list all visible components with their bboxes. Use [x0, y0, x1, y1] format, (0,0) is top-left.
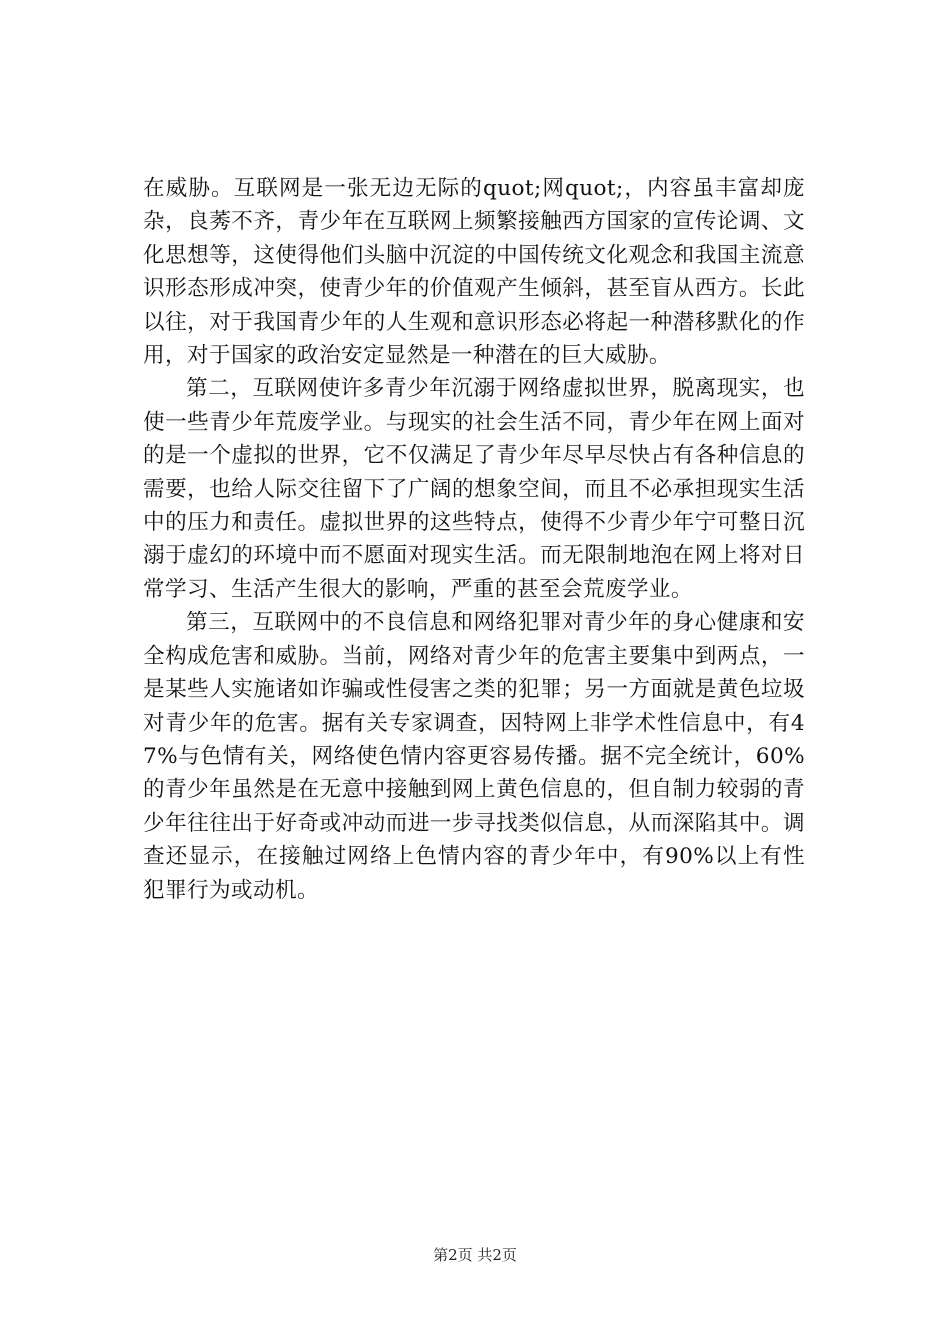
paragraph-continuation: 在威胁。互联网是一张无边无际的quot;网quot;，内容虽丰富却庞杂，良莠不齐，青少年在互联网上频繁接触西方国家的宣传论调、文化思想等，这使得他们头脑中沉淀的中国传统文化观念和我国主流意识形态形成冲突，使青少年的价值观产生倾斜，甚至盲从西方。长此以往，对于我国青少年的人生观和意识形态必将起一种潜移默化的作用，对于国家的政治安定显然是一种潜在的巨大威胁。 — [143, 176, 805, 369]
document-body — [143, 172, 805, 907]
page-number-footer: 第2页 共2页 — [433, 1246, 517, 1264]
paragraph-third-point: 第三，互联网中的不良信息和网络犯罪对青少年的身心健康和安全构成危害和威胁。当前，网络对青少年的危害主要集中到两点，一是某些人实施诸如诈骗或性侵害之类的犯罪；另一方面就是黄色垃圾对青少年的危害。据有关专家调查，因特网上非学术性信息中，有47%与色情有关，网络使色情内容更容易传播。据不完全统计，60%的青少年虽然是在无意中接触到网上黄色信息的，但自制力较弱的青少年往往出于好奇或冲动而进一步寻找类似信息，从而深陷其中。调查还显示，在接触过网络上色情内容的青少年中，有90%以上有性犯罪行为或动机。 — [143, 610, 805, 903]
paragraph-second-point: 第二，互联网使许多青少年沉溺于网络虚拟世界，脱离现实，也使一些青少年荒废学业。与现实的社会生活不同，青少年在网上面对的是一个虚拟的世界，它不仅满足了青少年尽早尽快占有各种信息的需要，也给人际交往留下了广阔的想象空间，而且不必承担现实生活中的压力和责任。虚拟世界的这些特点，使得不少青少年宁可整日沉溺于虚幻的环境中而不愿面对现实生活。而无限制地泡在网上将对日常学习、生活产生很大的影响，严重的甚至会荒废学业。 — [143, 376, 805, 602]
